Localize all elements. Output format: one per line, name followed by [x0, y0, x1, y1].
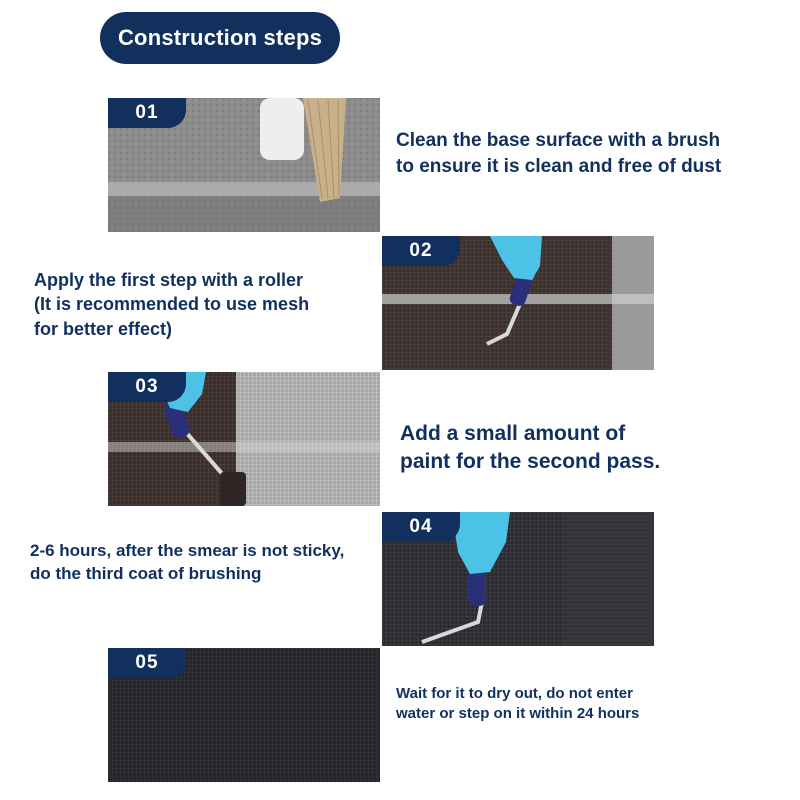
- step-01-number: 01: [108, 98, 186, 128]
- step-05-number: 05: [108, 648, 186, 678]
- step-05-text: Wait for it to dry out, do not enter water or step on it within 24 hours: [396, 685, 640, 723]
- step-04-number: 04: [382, 512, 460, 542]
- step-03-text: Add a small amount of paint for the second pass.: [400, 422, 661, 474]
- step-05-photo: [108, 648, 380, 782]
- step-03-photo: [108, 372, 380, 506]
- step-04-photo: [382, 512, 654, 646]
- section-title: Construction steps: [100, 12, 340, 64]
- step-03-number: 03: [108, 372, 186, 402]
- step-04-text: 2-6 hours, after the smear is not sticky, do the third coat of brushing: [30, 541, 345, 583]
- step-01-photo: [108, 98, 380, 232]
- step-02-photo: [382, 236, 654, 370]
- step-01-text: Clean the base surface with a brush to ensure it is clean and free of dust: [396, 130, 722, 177]
- step-02-number: 02: [382, 236, 460, 266]
- step-02-text: Apply the first step with a roller (It is recommended to use mesh for better effect): [34, 270, 310, 339]
